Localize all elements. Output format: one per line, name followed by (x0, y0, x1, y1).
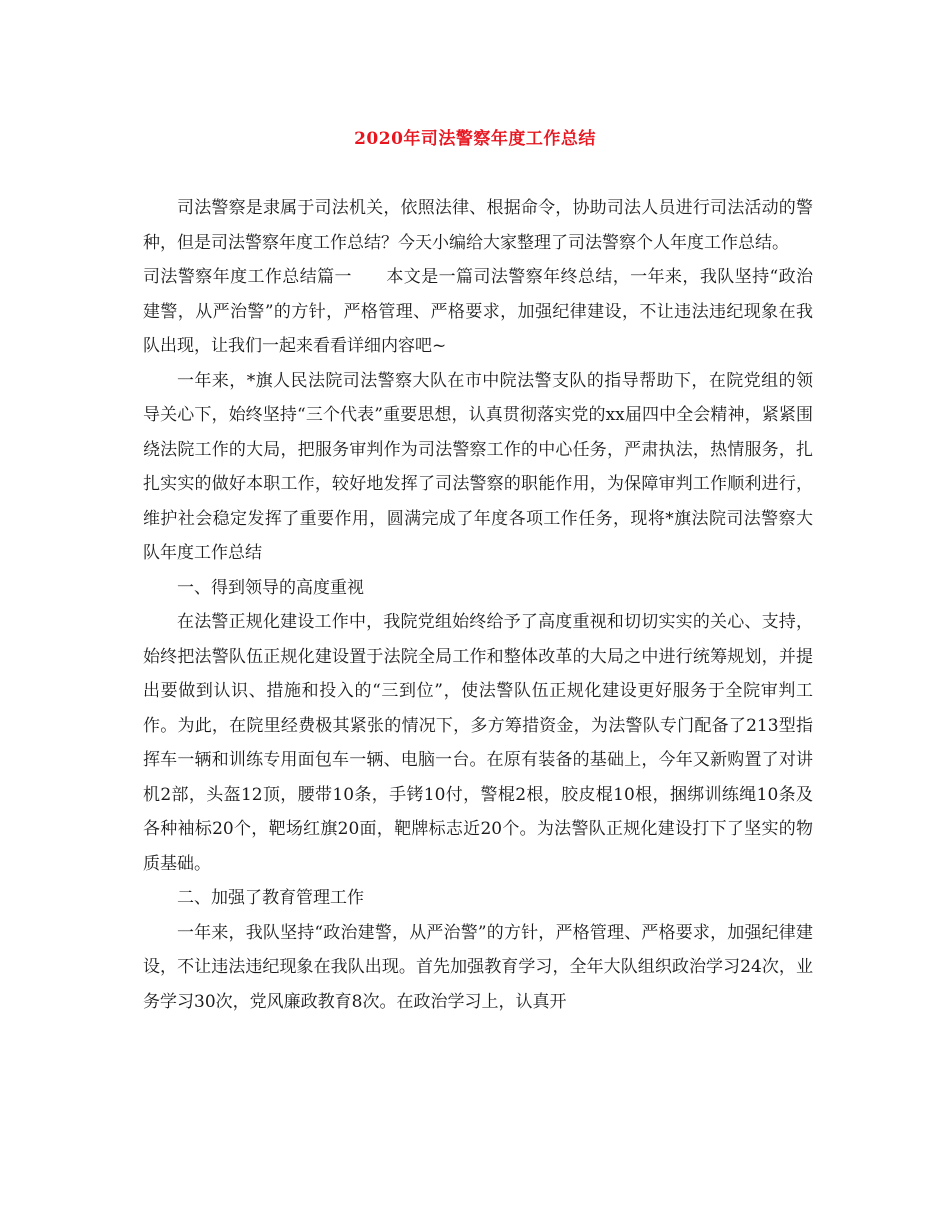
section-heading-1: 一、得到领导的高度重视 (177, 577, 364, 598)
section-lead: 本文是一篇司法警察年终总结，一年来，我队坚持“政治建警，从严治警”的方针，严格管理、严格要求，加强纪律建设，不让违法违纪现象在我队出现，让我们一起来看看详细内容吧~ (143, 267, 813, 356)
document-title: 2020年司法警察年度工作总结 (354, 129, 596, 149)
section-paragraph (143, 260, 813, 364)
section-heading: 司法警察年度工作总结篇一 (143, 267, 352, 287)
document-body (143, 191, 813, 1019)
body-paragraph-3: 一年来，我队坚持“政治建警，从严治警”的方针，严格管理、严格要求，加强纪律建设，不让违法违纪现象在我队出现。首先加强教育学习，全年大队组织政治学习24次，业务学习30次，党风廉政教育8次。在政治学习上，认真开 (143, 922, 813, 1012)
section-heading-2: 二、加强了教育管理工作 (177, 888, 364, 908)
body-paragraph-2: 在法警正规化建设工作中，我院党组始终给予了高度重视和切切实实的关心、支持，始终把法警队伍正规化建设置于法院全局工作和整体改革的大局之中进行统筹规划，并提出要做到认识、措施和投入的“三到位”，使法警队伍正规化建设更好服务于全院审判工作。为此，在院里经费极其紧张的情况下，多方筹措资金，为法警队专门配备了213型指挥车一辆和训练专用面包车一辆、电脑一台。在原有装备的基础上，今年又新购置了对讲机2部，头盔12顶，腰带10条，手铐10付，警棍2根，胶皮棍10根，捆绑训练绳10条及各种袖标20个，靶场红旗20面，靶牌标志近20个。为法警队正规化建设打下了坚实的物质基础。 (143, 612, 813, 874)
body-paragraph-1: 一年来，*旗人民法院司法警察大队在市中院法警支队的指导帮助下，在院党组的领导关心下，始终坚持“三个代表”重要思想，认真贯彻落实党的xx届四中全会精神，紧紧围绕法院工作的大局，把服务审判作为司法警察工作的中心任务，严肃执法，热情服务，扎扎实实的做好本职工作，较好地发挥了司法警察的职能作用，为保障审判工作顺利进行，维护社会稳定发挥了重要作用，圆满完成了年度各项工作任务，现将*旗法院司法警察大队年度工作总结 (143, 370, 813, 563)
intro-paragraph: 司法警察是隶属于司法机关，依照法律、根据命令，协助司法人员进行司法活动的警种，但是司法警察年度工作总结？今天小编给大家整理了司法警察个人年度工作总结。 (143, 198, 813, 253)
